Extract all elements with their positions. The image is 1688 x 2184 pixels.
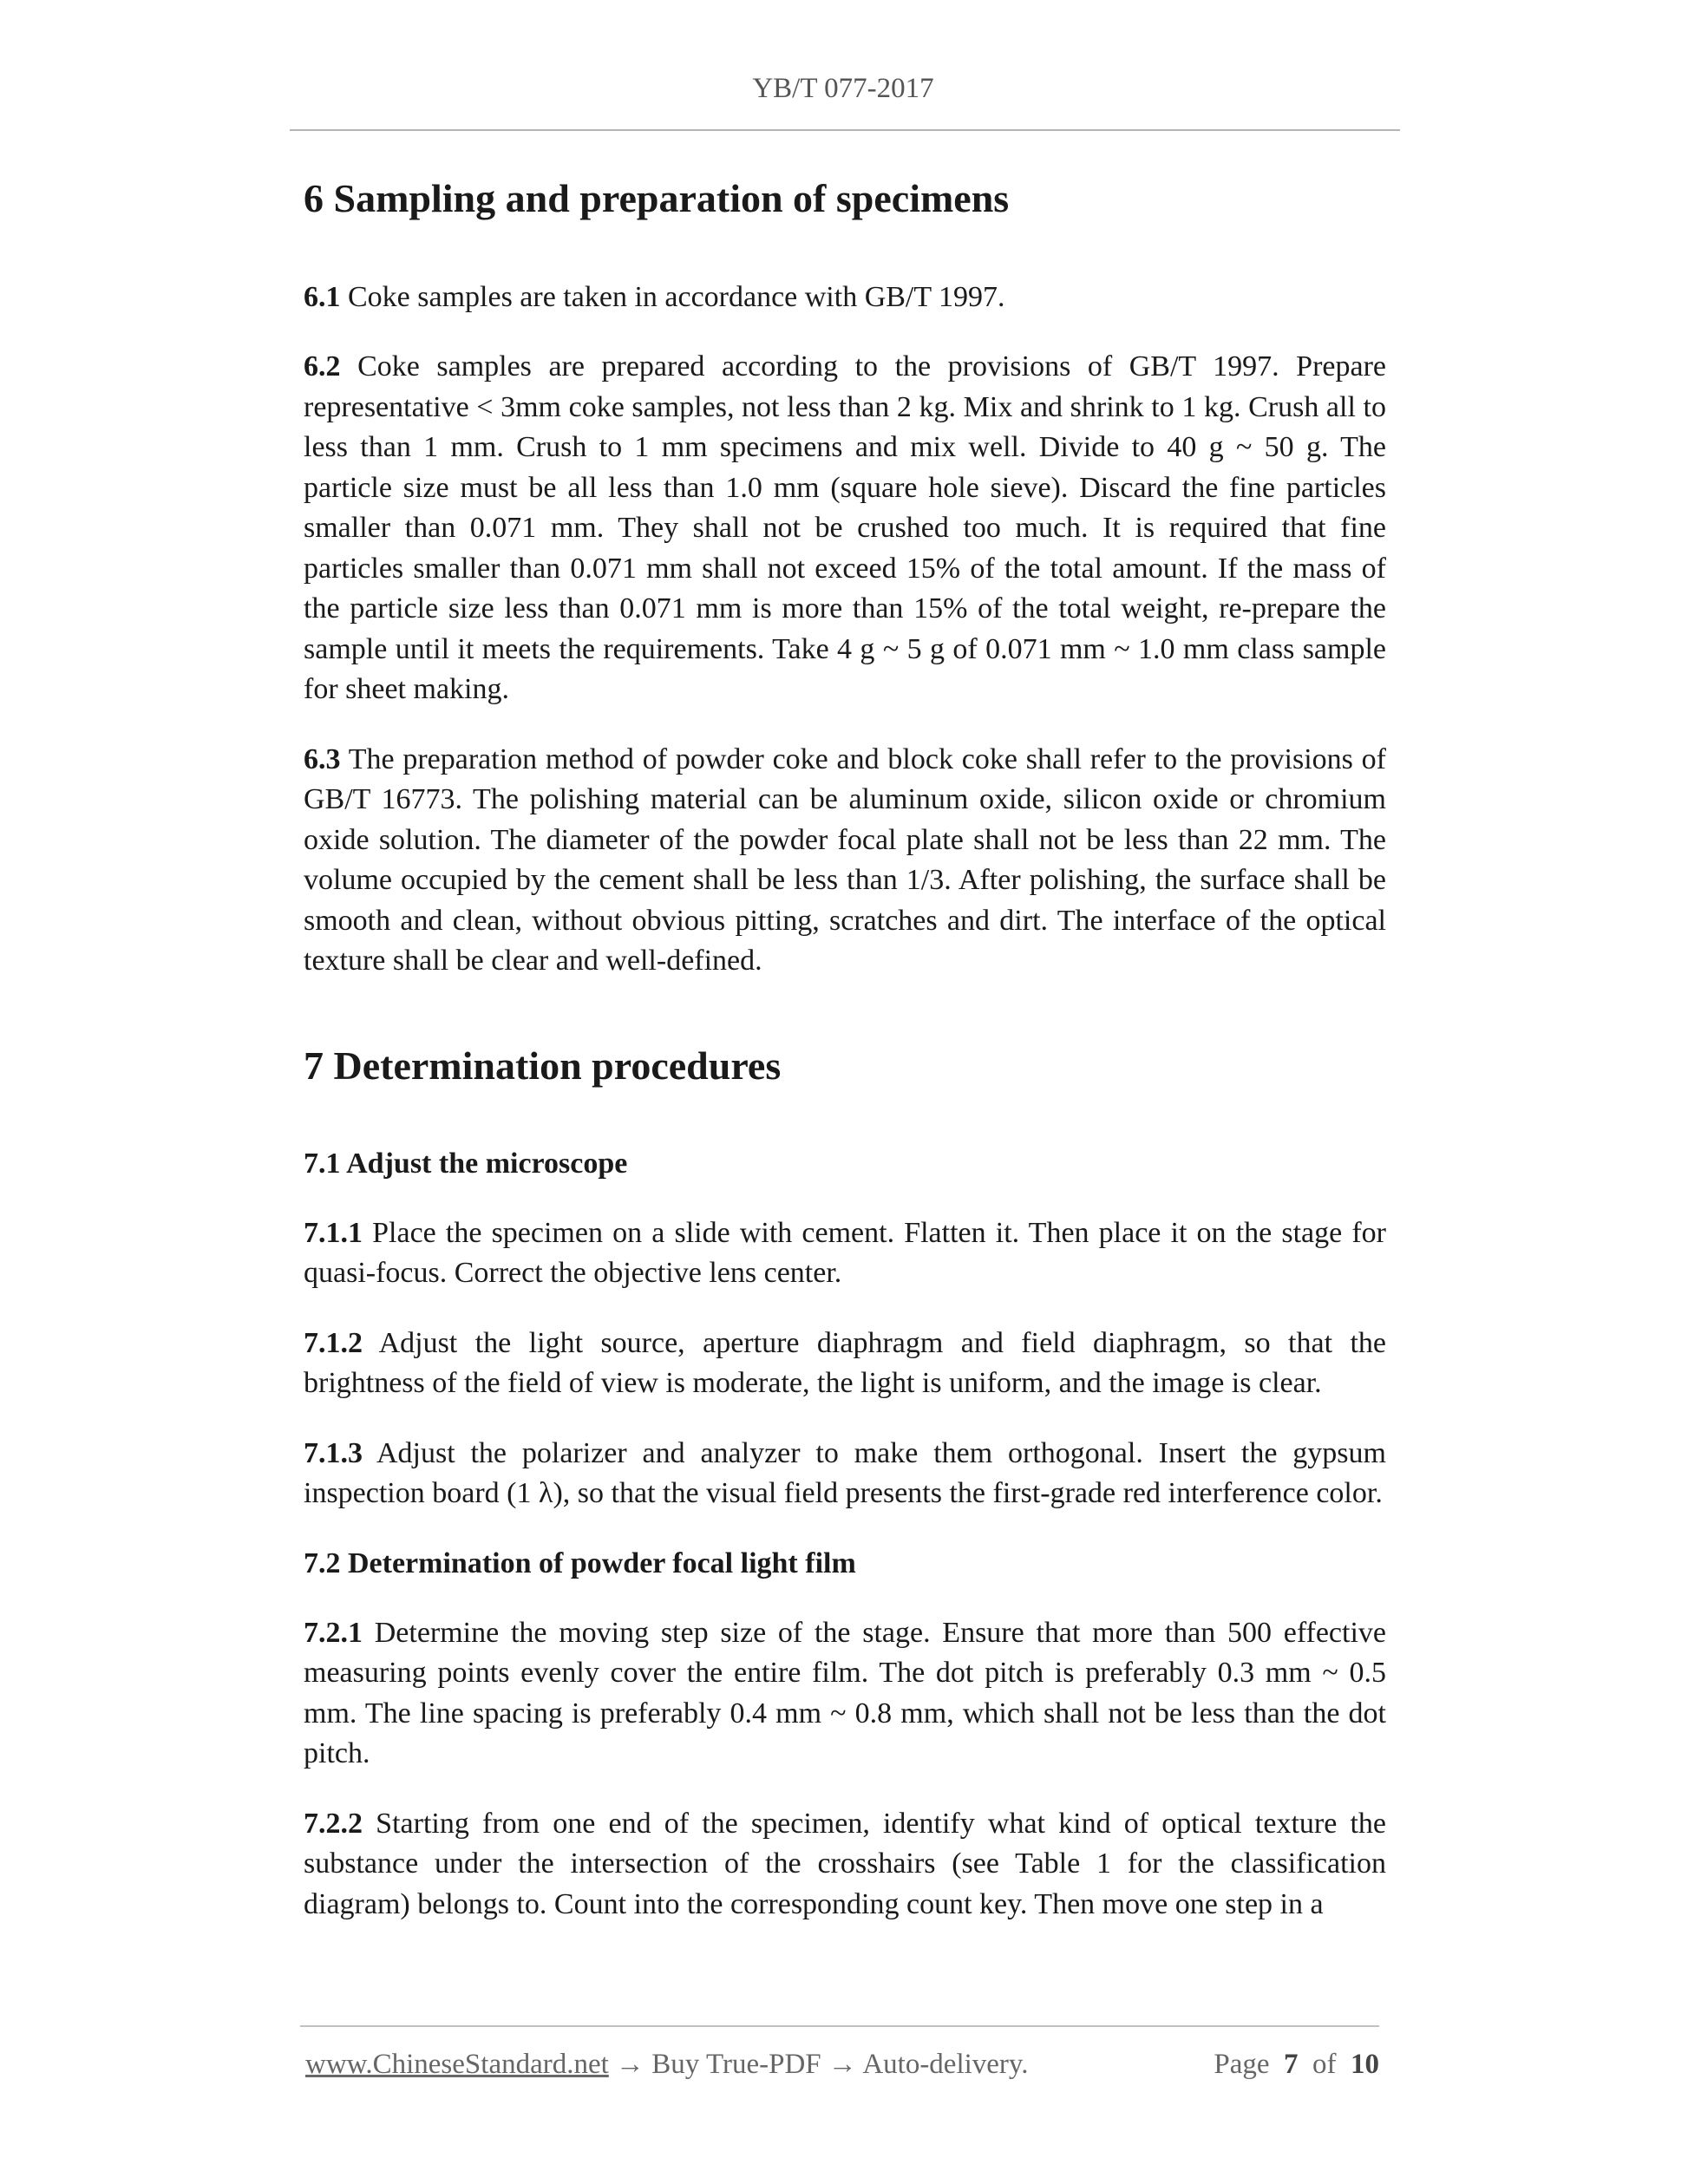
clause-number: 7.1.1 (304, 1216, 363, 1249)
paragraph-6-2 (304, 347, 1386, 710)
paragraph-7-1-3 (304, 1434, 1386, 1514)
section-7-heading: 7 Determination procedures (304, 1043, 782, 1088)
clause-text: Adjust the light source, aperture diaphragm and field diaphragm, so that the brightness of the field of view is moderate, the light is uniform, and the image is clear. (304, 1326, 1387, 1400)
subsection-7-1-heading: 7.1 Adjust the microscope (304, 1148, 628, 1180)
clause-text: Adjust the polarizer and analyzer to make them orthogonal. Insert the gypsum inspection board (1 λ), so that the visual field presents the first-grade red interference color. (304, 1436, 1386, 1510)
clause-number: 7.2.2 (304, 1807, 363, 1840)
paragraph-7-1-1 (304, 1213, 1386, 1294)
header-divider (290, 129, 1400, 131)
clause-number: 6.2 (304, 350, 341, 383)
total-pages-number: 10 (1351, 2049, 1379, 2080)
clause-number: 6.1 (304, 280, 341, 313)
subsection-7-2-heading: 7.2 Determination of powder focal light film (304, 1546, 856, 1579)
document-code-header: YB/T 077-2017 (752, 73, 934, 104)
footer-divider (300, 2025, 1379, 2027)
page-footer (305, 2049, 1379, 2081)
paragraph-6-1 (304, 278, 1386, 318)
page-of-label: of (1312, 2049, 1337, 2080)
clause-text: The preparation method of powder coke and block coke shall refer to the provisions of GB/T 16773. The polishing material can be aluminum oxide, silicon oxide or chromium oxide solution. The diameter of the powder focal plate shall not be less than 22 mm. The volume occupied by the cement shall be less than 1/3. After polishing, the surface shall be smooth and clean, without obvious pitting, scratches and dirt. The interface of the optical texture shall be clear and well-defined. (304, 742, 1387, 977)
section-6-heading: 6 Sampling and preparation of specimens (304, 176, 1010, 220)
website-link[interactable]: www.ChineseStandard.net (305, 2049, 609, 2080)
clause-number: 7.1.2 (304, 1326, 363, 1359)
buy-true-pdf-text: Buy True-PDF (651, 2049, 821, 2080)
clause-number: 7.1.3 (304, 1436, 363, 1469)
current-page-number: 7 (1284, 2049, 1299, 2080)
arrow-right-icon: → (616, 2049, 645, 2080)
clause-number: 6.3 (304, 742, 341, 775)
arrow-right-icon: → (828, 2049, 857, 2080)
clause-number: 7.2.1 (304, 1616, 363, 1649)
page-label: Page (1214, 2049, 1270, 2080)
paragraph-6-3 (304, 740, 1386, 982)
paragraph-7-1-2 (304, 1324, 1386, 1404)
clause-text: Coke samples are taken in accordance with GB/T 1997. (348, 280, 1005, 313)
clause-text: Place the specimen on a slide with cement. Flatten it. Then place it on the stage for quasi-focus. Correct the objective lens center. (304, 1216, 1387, 1290)
paragraph-7-2-1 (304, 1613, 1386, 1775)
document-body (304, 173, 1386, 1954)
clause-text: Coke samples are prepared according to the provisions of GB/T 1997. Prepare representative < 3mm coke samples, not less than 2 kg. Mix and shrink to 1 kg. Crush all to less than 1 mm. Crush to 1 mm specimens and mix well. Divide to 40 g ~ 50 g. The particle size must be all less than 1.0 mm (square hole sieve). Discard the fine particles smaller than 0.071 mm. They shall not be crushed too much. It is required that fine particles smaller than 0.071 mm shall not exceed 15% of the total amount. If the mass of the particle size less than 0.071 mm is more than 15% of the total weight, re-prepare the sample until it meets the requirements. Take 4 g ~ 5 g of 0.071 mm ~ 1.0 mm class sample for sheet making. (304, 350, 1387, 705)
clause-text: Starting from one end of the specimen, identify what kind of optical texture the substance under the intersection of the crosshairs (see Table 1 for the classification diagram) belongs to. Count into the corresponding count key. Then move one step in a (304, 1807, 1387, 1920)
clause-text: Determine the moving step size of the stage. Ensure that more than 500 effective measuring points evenly cover the entire film. The dot pitch is preferably 0.3 mm ~ 0.5 mm. The line spacing is preferably 0.4 mm ~ 0.8 mm, which shall not be less than the dot pitch. (304, 1616, 1387, 1770)
paragraph-7-2-2 (304, 1804, 1386, 1926)
page-number-indicator (1214, 2049, 1379, 2081)
auto-delivery-text: Auto-delivery. (862, 2049, 1029, 2080)
